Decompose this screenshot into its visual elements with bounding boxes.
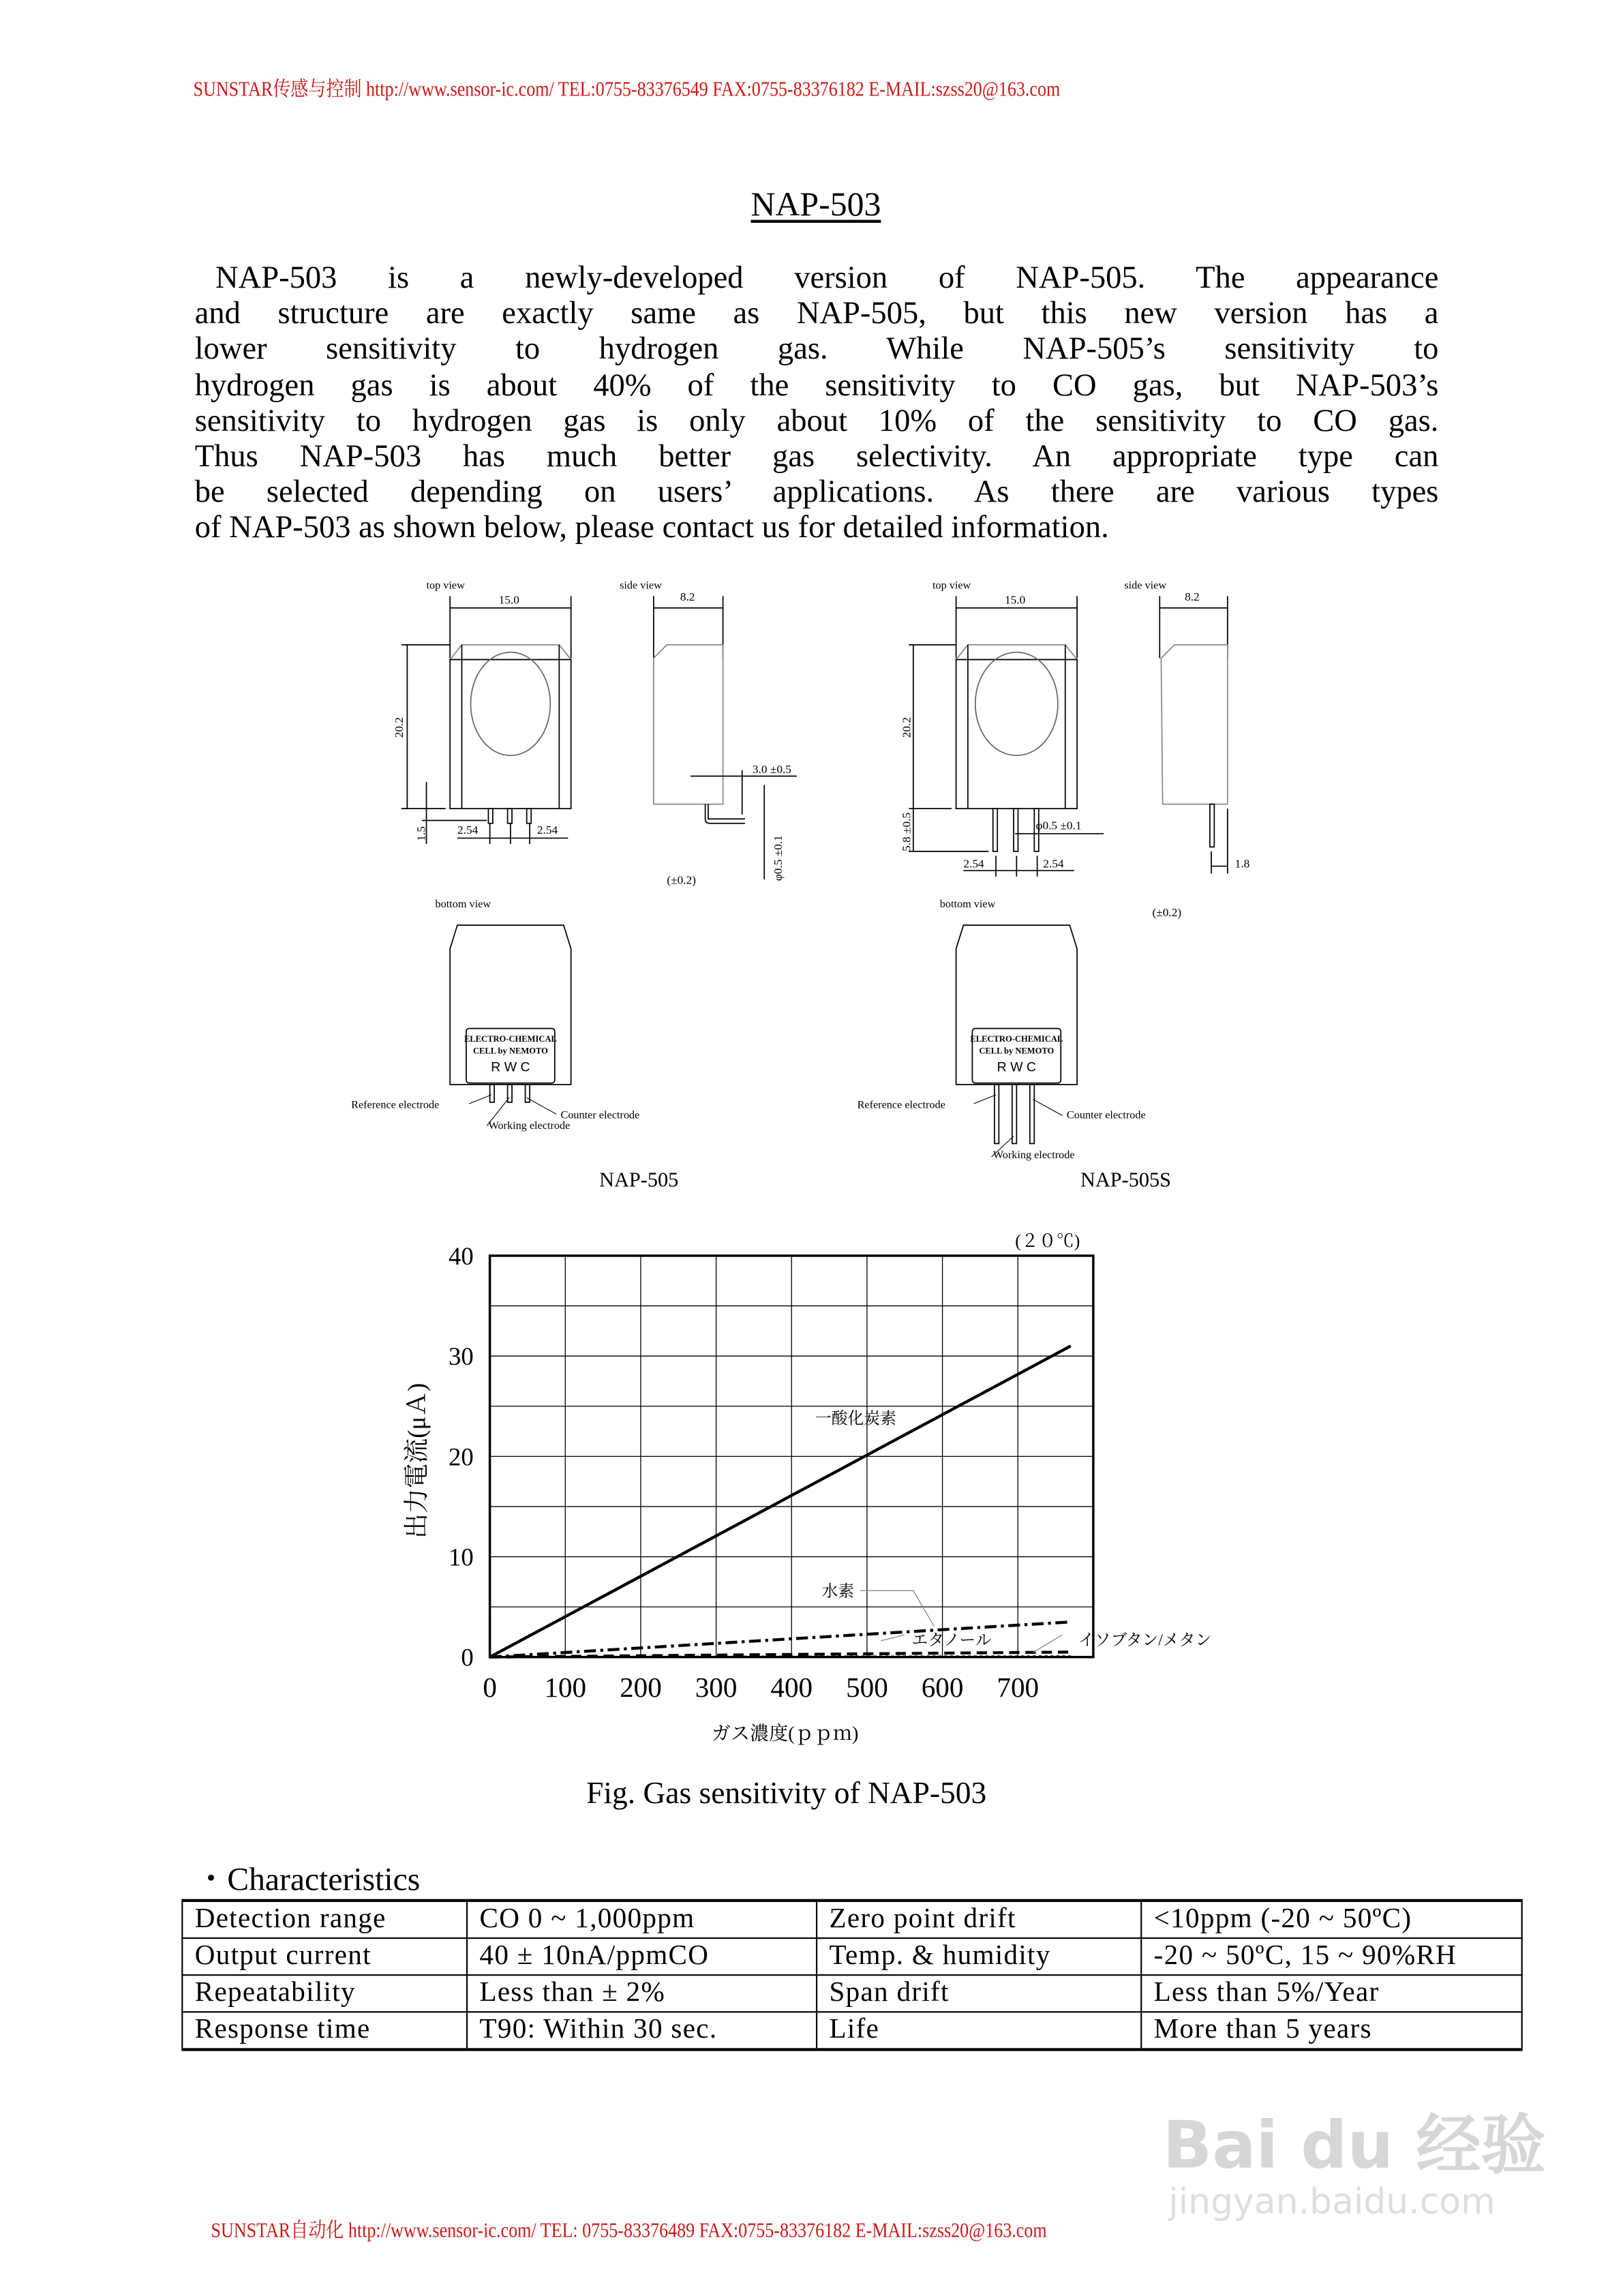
- pin-letters: R W C: [997, 1059, 1037, 1075]
- width-dimension: 15.0: [498, 593, 519, 607]
- x-tick-label: 400: [770, 1672, 813, 1704]
- series-label-isobutane-methane: イソブタン/メタン: [1078, 1631, 1212, 1650]
- y-axis-label: 出力電流(μＡ): [402, 1383, 431, 1539]
- figure-caption: Fig. Gas sensitivity of NAP-503: [586, 1774, 987, 1811]
- paragraph-line: hydrogen gas is about 40% of the sensitivity to CO gas, but NAP-503’s: [194, 367, 1439, 403]
- bottom-view-label: bottom view: [939, 898, 996, 911]
- width-dimension: 15.0: [1005, 593, 1026, 607]
- table-row: [182, 1901, 1521, 1938]
- leader-line: [860, 1590, 934, 1626]
- x-tick-label: 200: [620, 1672, 662, 1704]
- table-cell: <10ppm (-20 ~ 50ºC): [1141, 1901, 1521, 1938]
- height-dimension: 20.2: [900, 716, 913, 738]
- cell-label: CELL by NEMOTO: [472, 1046, 548, 1056]
- cell-label: ELECTRO-CHEMICAL: [970, 1034, 1063, 1044]
- tolerance-label: (±0.2): [667, 873, 696, 887]
- model-name-nap505s: NAP-505S: [1080, 1168, 1172, 1192]
- y-tick-label: 0: [461, 1643, 474, 1672]
- y-tick-label: 20: [449, 1442, 474, 1471]
- series-line-0: [490, 1346, 1071, 1657]
- leader-line: [881, 1635, 905, 1641]
- height-dimension: 20.2: [392, 716, 406, 738]
- top-view-label: top view: [426, 579, 465, 592]
- side-view-label: side view: [620, 579, 662, 592]
- table-cell: More than 5 years: [1141, 2012, 1521, 2049]
- counter-electrode-label: Counter electrode: [560, 1108, 640, 1121]
- characteristics-heading: ・Characteristics: [194, 1860, 421, 1898]
- reference-electrode-label: Reference electrode: [351, 1098, 440, 1111]
- reference-electrode-label: Reference electrode: [857, 1098, 945, 1111]
- baidu-watermark: Bai du 经验: [1162, 2109, 1546, 2184]
- side-view-label: side view: [1124, 579, 1167, 592]
- x-axis-label: ガス濃度(ｐｐｍ): [711, 1723, 859, 1744]
- paragraph-line: NAP-503 is a newly-developed version of NAP-505. The appearance: [215, 259, 1439, 295]
- pin-diameter-dimension: φ0.5 ±0.1: [772, 835, 785, 881]
- x-tick-label: 600: [921, 1672, 964, 1704]
- y-tick-label: 40: [449, 1241, 474, 1270]
- table-row: [182, 2012, 1521, 2049]
- footer-contact: SUNSTAR自动化 http://www.sensor-ic.com/ TEL: 0755-83376489 FAX:0755-83376182 E-MAIL:szss20@163.com: [211, 2220, 1047, 2244]
- paragraph-line: Thus NAP-503 has much better gas selectivity. An appropriate type can: [194, 438, 1439, 474]
- table-cell: Less than ± 2%: [467, 1975, 817, 2012]
- characteristics-table: [181, 1899, 1523, 2051]
- x-tick-label: 300: [695, 1672, 738, 1704]
- temperature-note: (２０℃): [1015, 1231, 1080, 1252]
- x-tick-label: 500: [846, 1672, 888, 1704]
- table-row: [182, 1938, 1521, 1975]
- pin-length-dimension: 5.8 ±0.5: [900, 812, 913, 851]
- leader-line: [1033, 1635, 1062, 1652]
- offset-dimension: 1.8: [1234, 857, 1250, 871]
- table-cell: Detection range: [182, 1901, 467, 1938]
- working-electrode-label: Working electrode: [992, 1149, 1075, 1162]
- series-label-co: 一酸化炭素: [815, 1410, 896, 1428]
- paragraph-line: sensitivity to hydrogen gas is only about 10% of the sensitivity to CO gas.: [194, 402, 1439, 438]
- working-electrode-label: Working electrode: [488, 1119, 571, 1132]
- pin-length-dimension: 1.5: [414, 826, 428, 841]
- pitch-dimension: 2.54: [963, 857, 984, 871]
- x-tick-label: 700: [997, 1672, 1040, 1704]
- table-cell: Temp. & humidity: [817, 1938, 1141, 1975]
- x-tick-label: 100: [544, 1672, 587, 1704]
- top-view-label: top view: [932, 579, 971, 592]
- model-name-nap505: NAP-505: [599, 1168, 679, 1192]
- table-cell: Response time: [182, 2012, 467, 2049]
- pin-letters: R W C: [491, 1059, 530, 1075]
- title-text: NAP-503: [750, 185, 881, 223]
- tolerance-label: (±0.2): [1152, 906, 1182, 920]
- table-cell: CO 0 ~ 1,000ppm: [467, 1901, 817, 1938]
- chart-grid: [490, 1256, 1093, 1657]
- chart-series: [490, 1346, 1071, 1657]
- table-cell: Repeatability: [182, 1975, 467, 2012]
- pitch-dimension: 2.54: [536, 823, 558, 836]
- table-cell: Life: [817, 2012, 1141, 2049]
- counter-electrode-label: Counter electrode: [1066, 1108, 1146, 1121]
- y-tick-label: 30: [449, 1342, 474, 1371]
- bend-dimension: 3.0 ±0.5: [752, 763, 791, 776]
- cell-label: CELL by NEMOTO: [979, 1046, 1055, 1056]
- pitch-dimension: 2.54: [1043, 857, 1064, 871]
- table-row: [182, 1975, 1521, 2012]
- cell-label: ELECTRO-CHEMICAL: [464, 1034, 557, 1044]
- series-label-ethanol: エタノール: [911, 1631, 992, 1650]
- header-contact: SUNSTAR传感与控制 http://www.sensor-ic.com/ TEL:0755-83376549 FAX:0755-83376182 E-MAIL:szss20@163.com: [193, 79, 1061, 102]
- table-cell: Less than 5%/Year: [1141, 1975, 1521, 2012]
- y-tick-label: 10: [449, 1543, 474, 1571]
- table-cell: 40 ± 10nA/ppmCO: [467, 1938, 817, 1975]
- pin-diameter-dimension: φ0.5 ±0.1: [1035, 819, 1082, 832]
- table-cell: Zero point drift: [817, 1901, 1141, 1938]
- bottom-view-label: bottom view: [435, 898, 491, 911]
- paragraph-line: of NAP-503 as shown below, please contact us for detailed information.: [194, 509, 1109, 545]
- series-label-hydrogen: 水素: [821, 1582, 855, 1601]
- paragraph-line: be selected depending on users’ applications. As there are various types: [194, 474, 1439, 510]
- table-cell: Span drift: [817, 1975, 1141, 2012]
- x-tick-label: 0: [483, 1672, 497, 1704]
- paragraph-line: lower sensitivity to hydrogen gas. While NAP-505’s sensitivity to: [194, 331, 1439, 367]
- table-cell: -20 ~ 50ºC, 15 ~ 90%RH: [1141, 1938, 1521, 1975]
- depth-dimension: 8.2: [680, 590, 695, 603]
- pitch-dimension: 2.54: [457, 823, 479, 836]
- table-cell: T90: Within 30 sec.: [467, 2012, 817, 2049]
- depth-dimension: 8.2: [1185, 590, 1200, 603]
- paragraph-line: and structure are exactly same as NAP-505, but this new version has a: [194, 295, 1439, 331]
- table-cell: Output current: [182, 1938, 467, 1975]
- baidu-watermark-url: jingyan.baidu.com: [1168, 2181, 1496, 2222]
